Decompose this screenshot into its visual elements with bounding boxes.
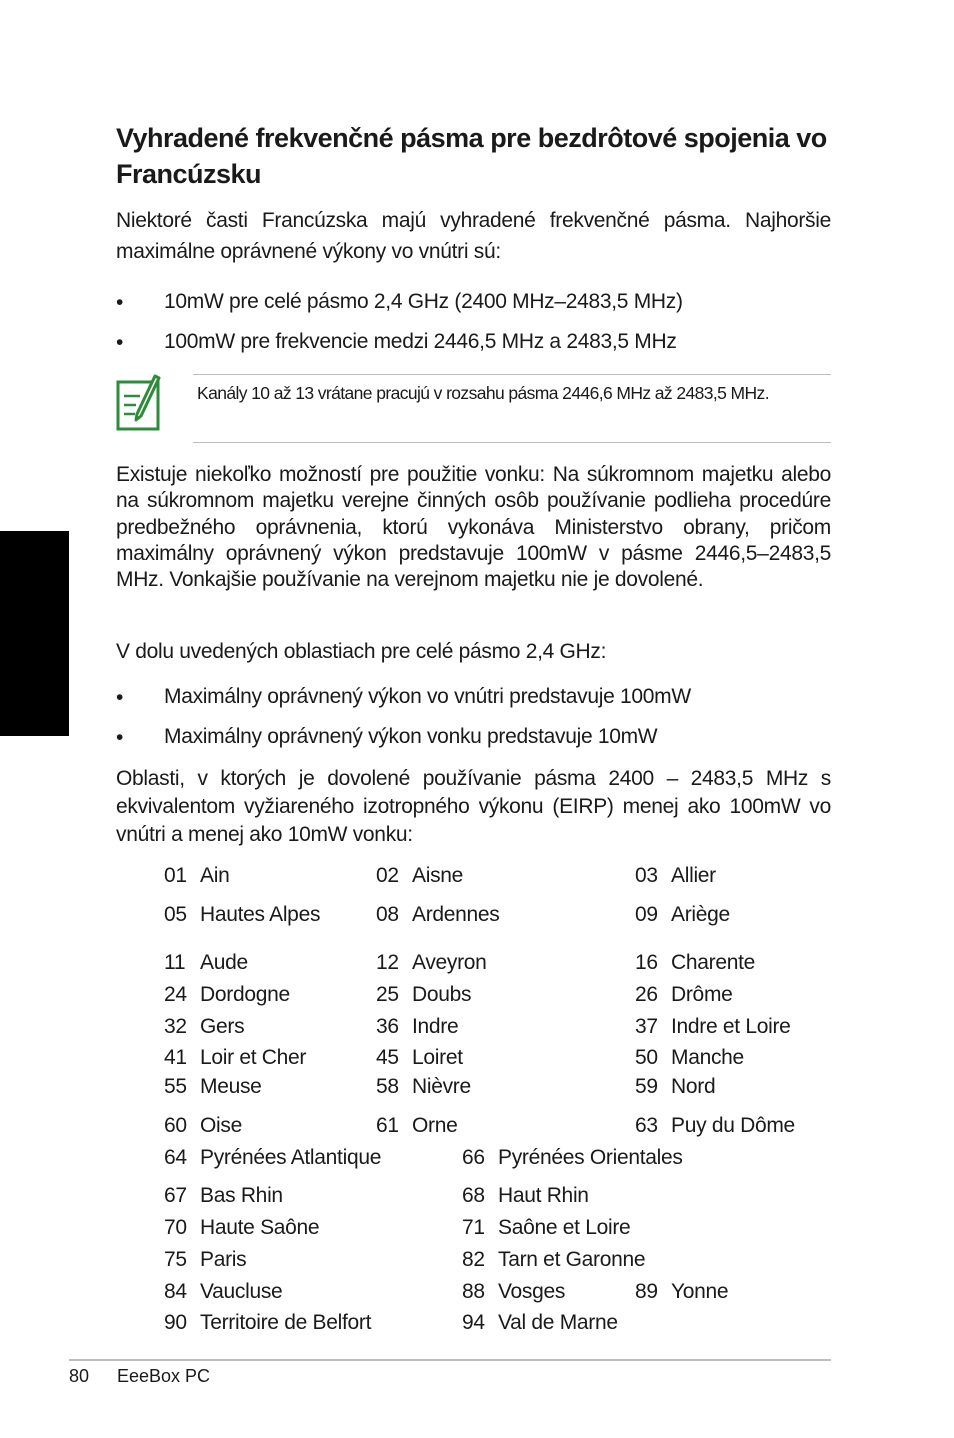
department-number: 37 [635, 1015, 658, 1038]
department-name: Dordogne [200, 983, 290, 1006]
department-item [635, 1075, 715, 1099]
department-item [635, 983, 733, 1007]
department-number: 09 [635, 903, 658, 926]
department-number: 05 [164, 903, 187, 926]
department-item [635, 864, 716, 888]
department-name: Aisne [412, 864, 464, 887]
department-item [164, 1114, 242, 1138]
bullet-marker: • [116, 331, 124, 354]
department-number: 02 [376, 864, 399, 887]
department-item [635, 951, 755, 975]
department-number: 12 [376, 951, 399, 974]
department-number: 60 [164, 1114, 187, 1137]
department-item [376, 951, 487, 975]
department-item [164, 1280, 282, 1304]
department-item [164, 864, 229, 888]
eirp-paragraph: Oblasti, v ktorých je dovolené používanie pásma 2400 – 2483,5 MHz s ekvivalentom vyžiareného izotropného výkonu (EIRP) menej ako 100mW vo vnútri a menej ako 10mW vonku: [116, 767, 831, 846]
bullet-marker: • [116, 726, 124, 749]
department-number: 75 [164, 1248, 187, 1271]
department-item [376, 903, 500, 927]
department-item [635, 1015, 791, 1039]
department-item [462, 1146, 683, 1170]
department-name: Ariège [671, 903, 730, 926]
note-bottom-rule [193, 442, 831, 443]
department-item [462, 1280, 565, 1304]
department-item [462, 1216, 630, 1240]
department-name: Doubs [412, 983, 472, 1006]
department-item [376, 1015, 458, 1039]
department-number: 89 [635, 1280, 658, 1303]
department-number: 32 [164, 1015, 187, 1038]
department-name: Puy du Dôme [671, 1114, 795, 1137]
department-item [376, 1114, 458, 1138]
department-item [635, 1046, 744, 1070]
department-number: 70 [164, 1216, 187, 1239]
department-number: 03 [635, 864, 658, 887]
department-number: 25 [376, 983, 399, 1006]
bullet-item: Maximálny oprávnený výkon vo vnútri predstavuje 100mW [164, 685, 691, 708]
department-item [164, 983, 290, 1007]
department-name: Haute Saône [200, 1216, 320, 1239]
department-number: 68 [462, 1184, 485, 1207]
department-number: 55 [164, 1075, 187, 1098]
department-item [635, 903, 730, 927]
bullet-marker: • [116, 291, 124, 314]
department-name: Aveyron [412, 951, 487, 974]
department-item [164, 1046, 306, 1070]
department-number: 66 [462, 1146, 485, 1169]
department-number: 64 [164, 1146, 187, 1169]
areas-intro-paragraph: V dolu uvedených oblastiach pre celé pásmo 2,4 GHz: [116, 640, 607, 663]
department-name: Hautes Alpes [200, 903, 321, 926]
note-text: Kanály 10 až 13 vrátane pracujú v rozsahu pásma 2446,6 MHz až 2483,5 MHz. [197, 383, 769, 403]
department-number: 59 [635, 1075, 658, 1098]
department-number: 01 [164, 864, 187, 887]
department-number: 41 [164, 1046, 187, 1069]
department-number: 16 [635, 951, 658, 974]
department-name: Oise [200, 1114, 242, 1137]
department-name: Bas Rhin [200, 1184, 283, 1207]
department-name: Indre et Loire [671, 1015, 791, 1038]
department-item [376, 1046, 463, 1070]
intro-paragraph: Niektoré časti Francúzska majú vyhradené frekvenčné pásma. Najhoršie maximálne oprávnené výkony vo vnútri sú: [116, 209, 831, 263]
department-item [164, 1015, 244, 1039]
department-name: Indre [412, 1015, 459, 1038]
department-item [635, 1114, 795, 1138]
department-name: Vosges [498, 1280, 566, 1303]
department-number: 58 [376, 1075, 399, 1098]
department-name: Loir et Cher [200, 1046, 307, 1069]
footer-rule [69, 1359, 831, 1361]
department-number: 94 [462, 1311, 485, 1334]
department-name: Haut Rhin [498, 1184, 589, 1207]
department-number: 11 [164, 951, 186, 974]
department-item [462, 1311, 618, 1335]
department-item [164, 1184, 283, 1208]
department-item [164, 951, 248, 975]
outdoor-paragraph: Existuje niekoľko možností pre použitie vonku: Na súkromnom majetku alebo na súkromnom majetku verejne činných osôb používanie podlieha procedúre predbežného oprávnenia, ktorú vykonáva Ministerstvo obrany, pričom maximálny oprávnený výkon predstavuje 100mW v pásme 2446,5–2483,5 MHz. Vonkajšie používanie na verejnom majetku nie je dovolené. [116, 463, 831, 592]
department-name: Charente [671, 951, 755, 974]
department-name: Val de Marne [498, 1311, 618, 1334]
department-name: Tarn et Garonne [498, 1248, 646, 1271]
department-number: 36 [376, 1015, 399, 1038]
bullet-item: Maximálny oprávnený výkon vonku predstavuje 10mW [164, 725, 658, 748]
department-number: 24 [164, 983, 187, 1006]
department-item [462, 1248, 645, 1272]
department-name: Meuse [200, 1075, 262, 1098]
department-name: Saône et Loire [498, 1216, 631, 1239]
department-item [462, 1184, 589, 1208]
department-name: Manche [671, 1046, 744, 1069]
product-name: EeeBox PC [117, 1366, 211, 1386]
department-name: Drôme [671, 983, 733, 1006]
department-name: Pyrénées Orientales [498, 1146, 683, 1169]
department-item [164, 1311, 371, 1335]
department-item [164, 903, 320, 927]
department-item [164, 1146, 381, 1170]
department-name: Allier [671, 864, 716, 887]
language-tab-label: Slovensky [23, 1109, 46, 1219]
department-number: 26 [635, 983, 658, 1006]
department-number: 88 [462, 1280, 485, 1303]
department-name: Gers [200, 1015, 245, 1038]
bullet-marker: • [116, 686, 124, 709]
department-name: Ain [200, 864, 230, 887]
department-name: Yonne [671, 1280, 729, 1303]
department-number: 63 [635, 1114, 658, 1137]
department-name: Pyrénées Atlantique [200, 1146, 382, 1169]
note-top-rule [193, 374, 831, 375]
department-item [376, 864, 463, 888]
department-item [376, 983, 471, 1007]
department-item [164, 1248, 246, 1272]
department-name: Aude [200, 951, 248, 974]
department-name: Nord [671, 1075, 716, 1098]
department-number: 82 [462, 1248, 485, 1271]
department-name: Ardennes [412, 903, 500, 926]
department-number: 67 [164, 1184, 187, 1207]
department-name: Nièvre [412, 1075, 471, 1098]
department-name: Orne [412, 1114, 458, 1137]
department-name: Vaucluse [200, 1280, 283, 1303]
department-number: 71 [462, 1216, 485, 1239]
department-number: 84 [164, 1280, 187, 1303]
page-number: 80 [69, 1366, 90, 1386]
department-number: 08 [376, 903, 399, 926]
department-number: 61 [376, 1114, 399, 1137]
department-number: 45 [376, 1046, 399, 1069]
department-name: Paris [200, 1248, 247, 1271]
note-pencil-icon [115, 374, 163, 432]
department-item [164, 1075, 262, 1099]
department-number: 90 [164, 1311, 187, 1334]
department-name: Loiret [412, 1046, 463, 1069]
bullet-item: 10mW pre celé pásmo 2,4 GHz (2400 MHz–2483,5 MHz) [164, 290, 683, 313]
page-title: Vyhradené frekvenčné pásma pre bezdrôtové spojenia vo Francúzsku [116, 123, 827, 189]
department-item [635, 1280, 728, 1304]
language-tab [0, 531, 69, 1219]
department-number: 50 [635, 1046, 658, 1069]
department-item [376, 1075, 471, 1099]
department-item [164, 1216, 319, 1240]
department-name: Territoire de Belfort [200, 1311, 372, 1334]
bullet-item: 100mW pre frekvencie medzi 2446,5 MHz a 2483,5 MHz [164, 330, 677, 353]
